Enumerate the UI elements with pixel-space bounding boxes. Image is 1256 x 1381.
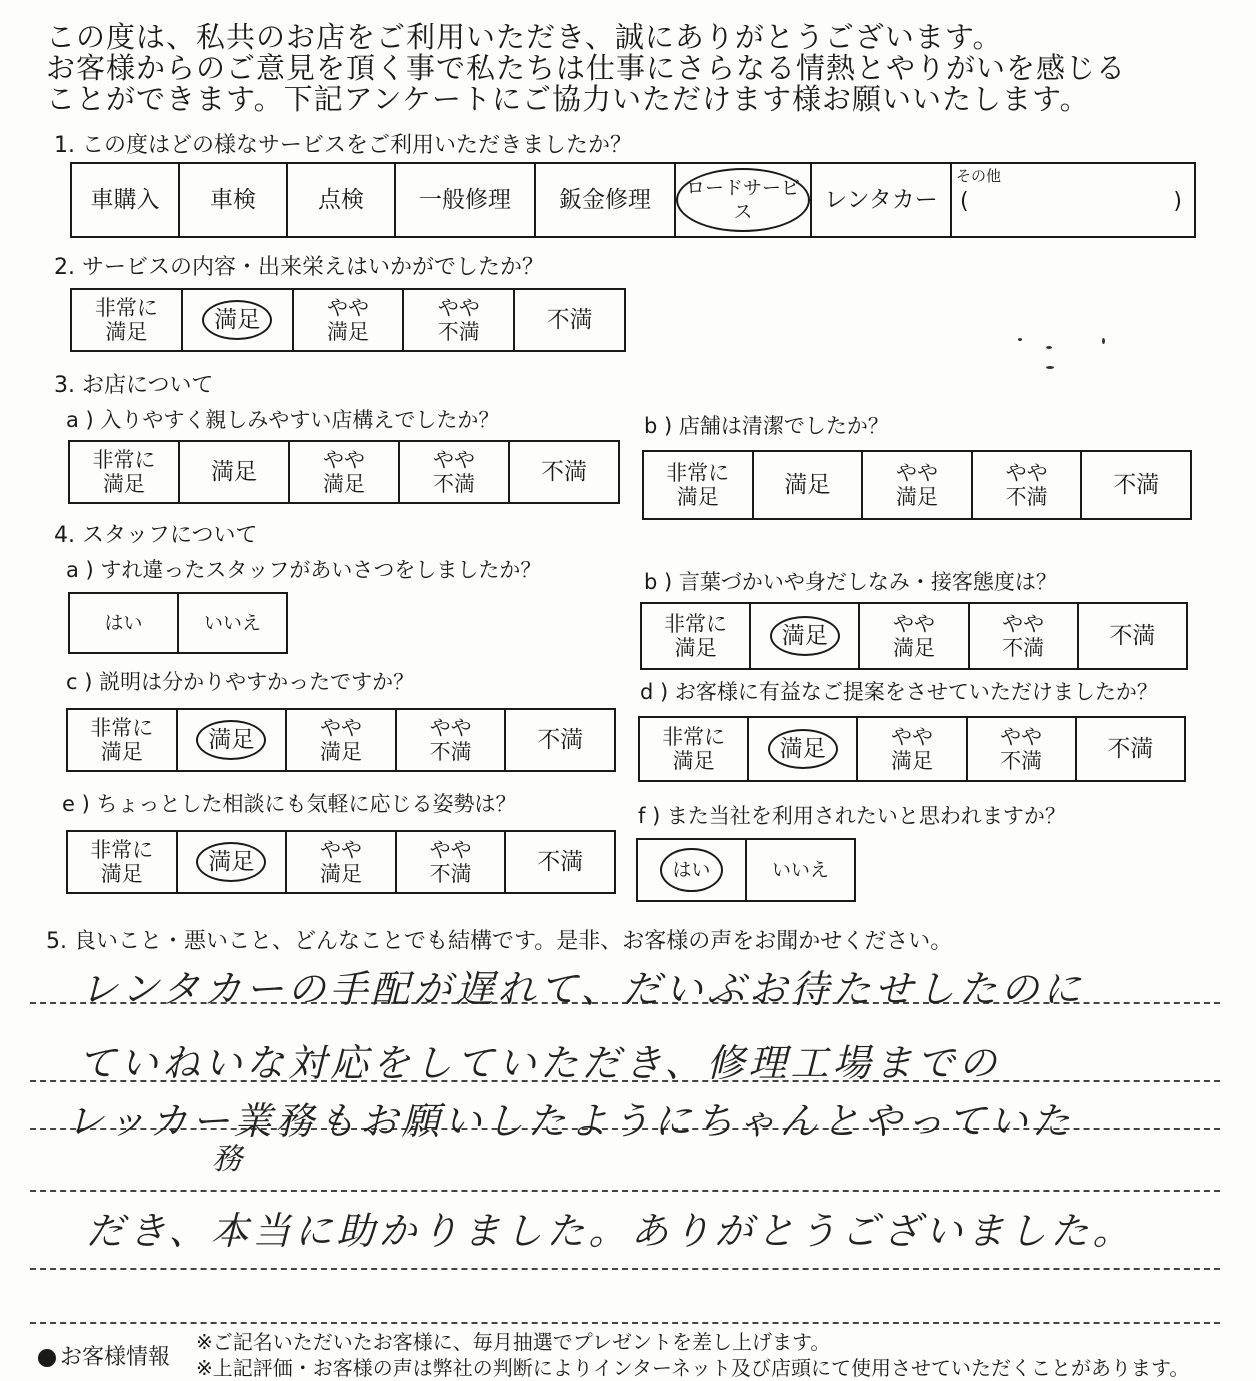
rating-option[interactable]: 満足 [179, 441, 289, 503]
q1-options [70, 162, 1196, 238]
rating-option[interactable]: やや 不満 [396, 709, 506, 771]
q1-option[interactable]: 一般修理 [395, 163, 535, 237]
question-4c-label: c ) 説明は分かりやすかったですか？ [66, 670, 415, 694]
yes-no-option-selected[interactable] [637, 839, 746, 901]
rating-option[interactable]: 満足 [753, 451, 863, 519]
rating-option[interactable]: 不満 [505, 709, 615, 771]
selection-circle: 満足 [768, 729, 838, 769]
question-1-label: 1. この度はどの様なサービスをご利用いただきましたか？ [54, 133, 632, 158]
handwritten-comment-line: ていねいな対応をしていただき、修理工場までの [78, 1041, 1001, 1085]
q4e-options [66, 830, 616, 894]
rating-option[interactable]: やや 満足 [859, 603, 968, 669]
other-label: その他 [956, 167, 1002, 185]
question-5-label: 5. 良いこと・悪いこと、どんなことでも結構です。是非、お客様の声をお聞かせください。 [46, 929, 953, 954]
scan-speck [1102, 338, 1105, 344]
q2-options [70, 288, 626, 352]
yes-no-option[interactable]: いいえ [746, 839, 855, 901]
question-2-label: 2. サービスの内容・出来栄えはいかがでしたか？ [54, 255, 544, 280]
handwritten-correction: 務 [212, 1142, 246, 1177]
q4a-options [68, 592, 288, 654]
bullet-icon [38, 1349, 56, 1367]
q1-option[interactable]: 鈑金修理 [535, 163, 675, 237]
rating-option-selected[interactable] [177, 831, 287, 893]
scan-speck [1018, 338, 1022, 341]
q4f-options [636, 838, 856, 902]
rating-option[interactable]: 非常に 満足 [67, 709, 177, 771]
scan-speck [1046, 346, 1052, 349]
rating-option[interactable]: 不満 [509, 441, 619, 503]
selection-circle: ロードサービス [676, 168, 810, 232]
question-4b-label: b ) 言葉づかいや身だしなみ・接客態度は？ [644, 570, 1057, 594]
writing-line [30, 1268, 1220, 1270]
rating-option-selected[interactable] [177, 709, 287, 771]
selection-circle: はい [660, 848, 722, 892]
rating-option[interactable]: やや 満足 [286, 709, 396, 771]
rating-option[interactable]: やや 満足 [862, 451, 972, 519]
q1-other-field[interactable]: その他 ( ) [951, 163, 1195, 237]
intro-text [46, 22, 1236, 115]
rating-option[interactable]: 非常に 満足 [69, 441, 179, 503]
selection-circle: 満足 [770, 616, 840, 656]
rating-option[interactable]: やや 不満 [972, 451, 1082, 519]
rating-option[interactable]: 不満 [1076, 717, 1185, 781]
q1-option[interactable]: 車検 [179, 163, 287, 237]
rating-option[interactable]: 不満 [514, 289, 625, 351]
rating-option[interactable]: 非常に 満足 [641, 603, 750, 669]
rating-option-selected[interactable] [748, 717, 857, 781]
q4d-options [638, 716, 1186, 782]
question-4-label: 4. スタッフについて [54, 523, 258, 548]
q4b-options [640, 602, 1188, 670]
rating-option[interactable]: やや 不満 [967, 717, 1076, 781]
q1-option[interactable]: 車購入 [71, 163, 179, 237]
q1-option-selected[interactable] [675, 163, 811, 237]
rating-option[interactable]: やや 満足 [289, 441, 399, 503]
yes-no-option[interactable]: はい [69, 593, 178, 653]
rating-option[interactable]: やや 不満 [396, 831, 506, 893]
writing-line [30, 1190, 1220, 1192]
q1-option[interactable]: レンタカー [811, 163, 951, 237]
rating-option-selected[interactable] [750, 603, 859, 669]
q4c-options [66, 708, 616, 772]
rating-option[interactable]: やや 満足 [857, 717, 966, 781]
rating-option[interactable]: 非常に 満足 [643, 451, 753, 519]
rating-option[interactable]: 非常に 満足 [67, 831, 177, 893]
question-4f-label: f ) また当社を利用されたいと思われますか？ [638, 804, 1066, 828]
yes-no-option[interactable]: いいえ [178, 593, 287, 653]
intro-line: ことができます。下記アンケートにご協力いただけます様お願いいたします。 [46, 82, 1090, 116]
rating-option[interactable]: 非常に 満足 [639, 717, 748, 781]
rating-option[interactable]: 不満 [1081, 451, 1191, 519]
footer-note: ※ご記名いただいたお客様に、毎月抽選でプレゼントを差し上げます。 [196, 1330, 831, 1354]
question-3b-label: b ) 店舗は清潔でしたか？ [644, 414, 889, 438]
q1-option[interactable]: 点検 [287, 163, 395, 237]
question-4e-label: e ) ちょっとした相談にも気軽に応じる姿勢は？ [62, 792, 517, 816]
rating-option[interactable]: 不満 [505, 831, 615, 893]
rating-option[interactable]: やや 不満 [969, 603, 1078, 669]
intro-line: この度は、私共のお店をご利用いただき、誠にありがとうございます。 [46, 20, 1003, 54]
rating-option-selected[interactable] [182, 289, 293, 351]
handwritten-comment-line: レッカー業務もお願いしたようにちゃんとやっていた [66, 1099, 1074, 1143]
handwritten-comment-line: レンタカーの手配が遅れて、だいぶお待たせしたのに [80, 967, 1085, 1011]
selection-circle: 満足 [196, 842, 266, 882]
question-4a-label: a ) すれ違ったスタッフがあいさつをしましたか？ [66, 558, 542, 582]
question-3-label: 3. お店について [54, 373, 214, 398]
footer-note: ※上記評価・お客様の声は弊社の判断によりインターネット及び店頭にて使用させていただくことがあります。 [196, 1356, 1190, 1380]
rating-option[interactable]: やや 満足 [293, 289, 404, 351]
rating-option[interactable]: やや 満足 [286, 831, 396, 893]
selection-circle: 満足 [196, 720, 266, 760]
scan-speck [1046, 366, 1054, 369]
q3a-options [68, 440, 620, 504]
rating-option[interactable]: 非常に 満足 [71, 289, 182, 351]
rating-option[interactable]: 不満 [1078, 603, 1187, 669]
rating-option[interactable]: やや 不満 [403, 289, 514, 351]
selection-circle: 満足 [202, 300, 272, 340]
question-4d-label: d ) お客様に有益なご提案をさせていただけましたか？ [640, 680, 1158, 704]
customer-info-heading: お客様情報 [38, 1340, 170, 1371]
intro-line: お客様からのご意見を頂く事で私たちは仕事にさらなる情熱とやりがいを感じる [46, 51, 1127, 85]
question-3a-label: a ) 入りやすく親しみやすい店構えでしたか？ [66, 408, 500, 432]
handwritten-comment-line: だき、本当に助かりました。ありがとうございました。 [86, 1209, 1135, 1253]
writing-line [30, 1322, 1220, 1324]
q3b-options [642, 450, 1192, 520]
rating-option[interactable]: やや 不満 [399, 441, 509, 503]
